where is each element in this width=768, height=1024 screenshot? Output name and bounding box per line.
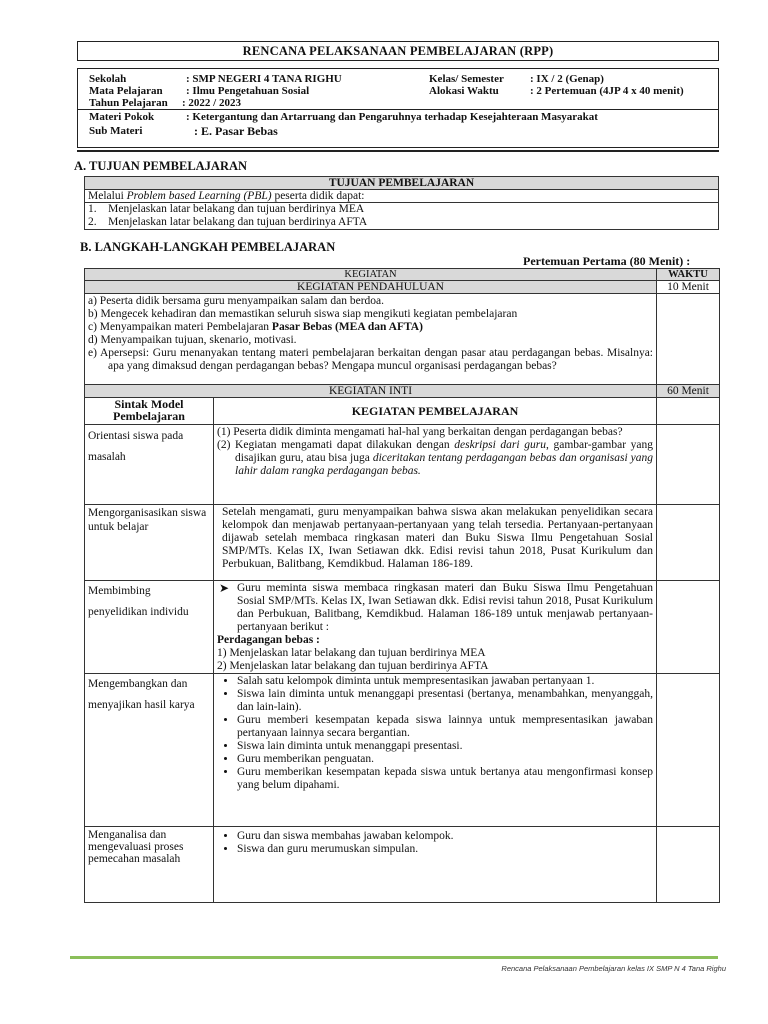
tujuan-header: TUJUAN PEMBELAJARAN [85,177,719,190]
sintak-menganalisa: Menganalisa dan mengevaluasi proses pemecahan masalah [85,827,214,903]
membimbing-arrow-text: Guru meminta siswa membaca ringkasan materi dan Buku Siswa Ilmu Pengetahuan Sosial SMP/MTs. Kelas IX, Iwan Setiawan dkk. Edisi revisi tahun 2018, Pusat Kurikulum dan Perbukuan, Balitbang, Kemdikbud. Halaman 186-189 untuk menjawab pertanyaan-pertanyaan berikut : [237,582,654,633]
list-item: • Guru dan siswa membahas jawaban kelompok. [237,830,653,843]
sintak-orientasi: Orientasi siswa pada masalah [85,425,214,505]
membimbing-question-1: 1) Menjelaskan latar belakang dan tujuan berdirinya MEA [217,647,486,659]
tujuan-item: 2. Menjelaskan latar belakang dan tujuan berdirinya AFTA [88,215,368,228]
sub-label: Sub Materi [89,125,143,137]
list-item: • Siswa lain diminta untuk menanggapi presentasi. [237,740,653,753]
inti-time: 60 Menit [657,385,720,398]
kegiatan-pembelajaran-header: KEGIATAN PEMBELAJARAN [214,398,657,425]
tujuan-intro [85,190,719,203]
tahun-label: Tahun Pelajaran [89,97,168,109]
materi-label: Materi Pokok [89,111,155,123]
pendahuluan-content [85,294,657,385]
orientasi-point-2-mid: , gambar-gambar yang disajikan guru, atau bisa juga [235,439,654,464]
pendahuluan-item-c [88,321,653,334]
kegiatan-menganalisa [214,827,657,903]
pendahuluan-item-d: d) Menyampaikan tujuan, skenario, motivasi. [88,334,297,346]
alokasi-label: Alokasi Waktu [429,85,499,97]
orientasi-point-2 [217,439,653,478]
membimbing-question-2: 2) Menjelaskan latar belakang dan tujuan berdirinya AFTA [217,660,489,672]
mengembangkan-time-cell [657,674,720,827]
tujuan-table [84,176,719,230]
pendahuluan-item-c-text: c) Menyampaikan materi Pembelajaran [88,321,272,333]
membimbing-time-cell [657,581,720,674]
list-item: • Siswa lain diminta untuk menanggapi presentasi (bertanya, menambahkan, menyanggah, dan lain-lain). [237,688,653,714]
pendahuluan-item-a: a) Peserta didik bersama guru menyampaikan salam dan berdoa. [88,295,385,307]
sub-value: : E. Pasar Bebas [194,124,278,138]
identity-box [77,68,719,148]
document-title: RENCANA PELAKSANAAN PEMBELAJARAN (RPP) [77,41,719,61]
alokasi-value: : 2 Pertemuan (4JP 4 x 40 menit) [530,85,684,97]
inti-label: KEGIATAN INTI [85,385,657,398]
menganalisa-list [217,830,653,856]
pendahuluan-time-cell [657,294,720,385]
meeting-label: Pertemuan Pertama (80 Menit) : [523,254,691,268]
tujuan-intro-post: peserta didik dapat: [271,190,365,202]
tujuan-item: 1. Menjelaskan latar belakang dan tujuan berdirinya MEA [88,203,365,215]
mapel-label: Mata Pelajaran [89,85,163,97]
list-item: • Salah satu kelompok diminta untuk mempresentasikan jawaban pertanyaan 1. [237,675,653,688]
kegiatan-membimbing [214,581,657,674]
sekolah-label: Sekolah [89,73,127,85]
menganalisa-time-cell [657,827,720,903]
orientasi-point-2-italic1: deskripsi dari guru [454,439,546,451]
tujuan-intro-model: Problem based Learning (PBL) [126,190,272,202]
kelas-value: : IX / 2 (Genap) [530,73,604,85]
tujuan-intro-pre: Melalui [88,190,127,202]
materi-value: : Ketergantung dan Artarruang dan Pengaruhnya terhadap Kesejahteraan Masyarakat [186,111,598,123]
kegiatan-header: KEGIATAN [85,269,657,281]
list-item: • Guru memberikan kesempatan kepada siswa untuk bertanya atau mengonfirmasi konsep yang belum dipahami. [237,766,653,792]
mengorganisasikan-time-cell [657,505,720,581]
pendahuluan-label: KEGIATAN PENDAHULUAN [85,281,657,294]
sintak-header: Sintak Model Pembelajaran [85,398,214,425]
orientasi-point-2-pre: (2) Kegiatan mengamati dapat dilakukan dengan [217,439,455,451]
pendahuluan-item-b: b) Mengecek kehadiran dan memastikan seluruh siswa siap mengikuti kegiatan pembelajaran [88,308,518,320]
membimbing-arrow-item [217,582,653,634]
info-divider [78,109,718,110]
waktu-header: WAKTU [657,269,720,281]
kegiatan-mengorganisasikan: Setelah mengamati, guru menyampaikan bahwa siswa akan melakukan penyelidikan secara kelompok dan menjawab pertanyaan-pertanyaan yang telah tersedia. Pertanyaan-pertanyaan dijawab setelah membaca ringkasan materi dan Buku Siswa Ilmu Pengetahuan Sosial SMP/MTs. Kelas IX, Iwan Setiawan dkk. Edisi revisi tahun 2018, Pusat Kurikulum dan Perbukuan, Balitbang, Kemdikbud. Halaman 186-189. [214,505,657,581]
footer-text: Rencana Pelaksanaan Pembelajaran kelas IX SMP N 4 Tana Righu [501,964,726,973]
mengembangkan-list [217,675,653,792]
tahun-value: : 2022 / 2023 [182,97,241,109]
inti-time-cell [657,398,720,425]
list-item: • Siswa dan guru merumuskan simpulan. [237,843,653,856]
sintak-membimbing: Membimbing penyelidikan individu [85,581,214,674]
tujuan-items [85,203,719,230]
arrow-bullet-icon: ➤ [219,581,230,595]
header-rule [77,150,719,152]
list-item: • Guru memberi kesempatan kepada siswa lainnya untuk mempresentasikan jawaban pertanyaan lainnya secara bergantian. [237,714,653,740]
pendahuluan-item-e: e) Apersepsi: Guru menanyakan tentang materi pembelajaran berkaitan dengan pasar atau perdagangan bebas. Misalnya: apa yang dimaksud dengan perdagangan bebas? Mengapa muncul organisasi perdagangan bebas? [88,347,654,372]
membimbing-subheading: Perdagangan bebas : [217,634,320,646]
langkah-table [84,268,720,903]
section-b-heading: B. LANGKAH-LANGKAH PEMBELAJARAN [80,240,336,254]
orientasi-time-cell [657,425,720,505]
orientasi-point-1: (1) Peserta didik diminta mengamati hal-hal yang berkaitan dengan perdagangan bebas? [217,426,623,438]
kelas-label: Kelas/ Semester [429,73,504,85]
footer-rule [70,956,718,959]
pendahuluan-time: 10 Menit [657,281,720,294]
sekolah-value: : SMP NEGERI 4 TANA RIGHU [186,73,342,85]
sintak-mengembangkan: Mengembangkan dan menyajikan hasil karya [85,674,214,827]
pendahuluan-item-c-topic: Pasar Bebas (MEA dan AFTA) [271,321,423,333]
sintak-mengorganisasikan: Mengorganisasikan siswa untuk belajar [85,505,214,581]
kegiatan-mengembangkan [214,674,657,827]
orientasi-point-2-italic2: diceritakan tentang perdagangan bebas dan organisasi yang lahir dalam rangka perdagangan bebas. [235,452,654,477]
section-a-heading: A. TUJUAN PEMBELAJARAN [74,159,248,173]
list-item: • Guru memberikan penguatan. [237,753,653,766]
kegiatan-orientasi [214,425,657,505]
mapel-value: : Ilmu Pengetahuan Sosial [186,85,310,97]
